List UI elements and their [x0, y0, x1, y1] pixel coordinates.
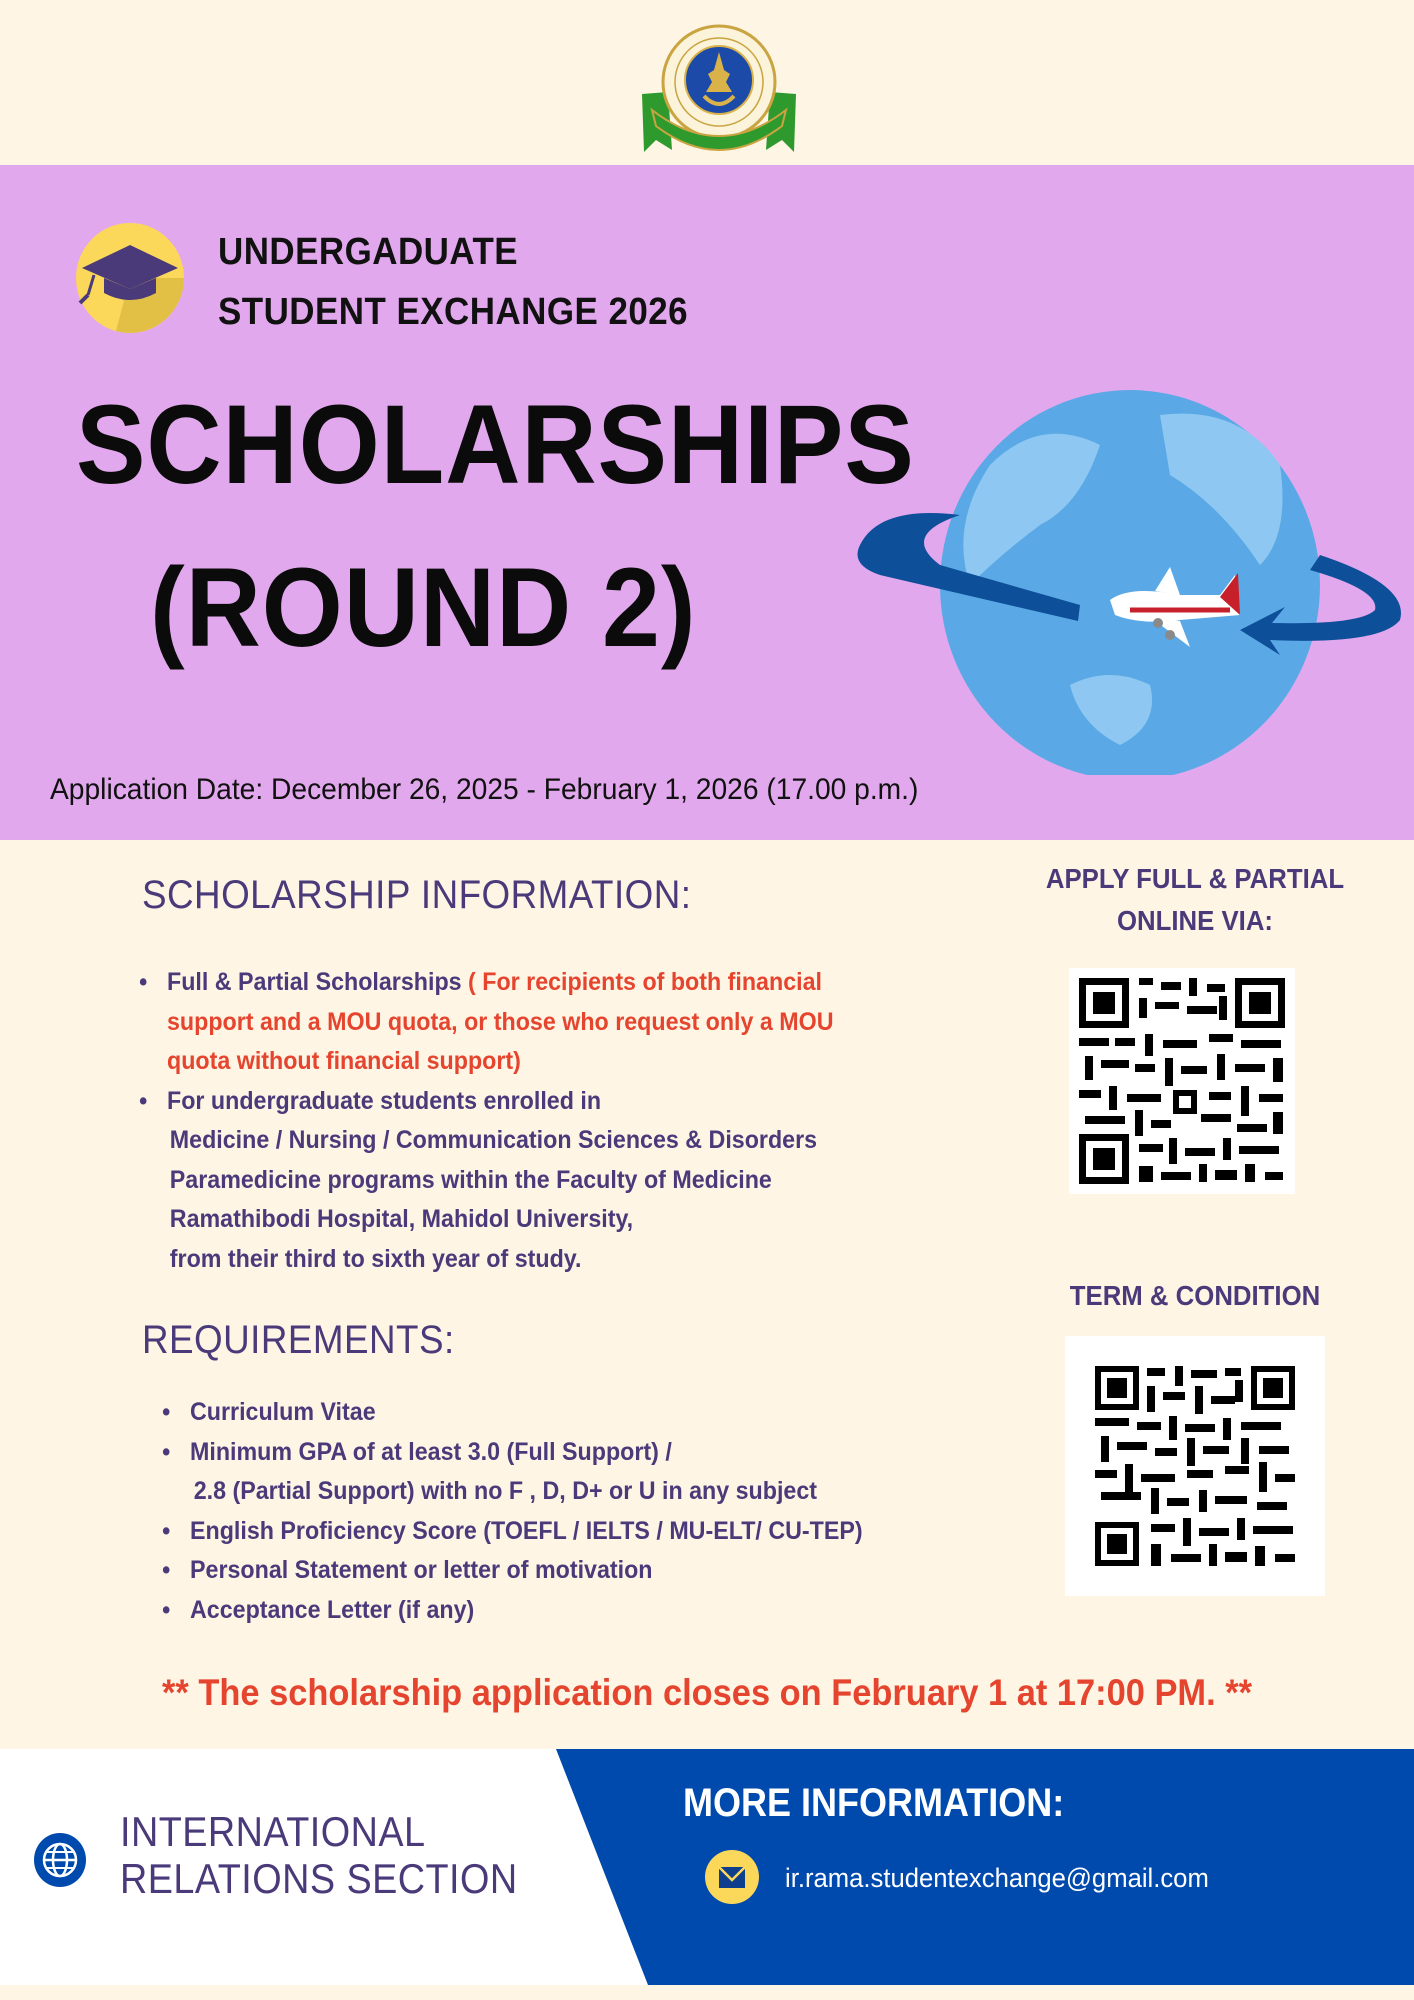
- apply-heading-line-2: ONLINE VIA:: [1117, 905, 1273, 936]
- bullet-icon: •: [162, 1556, 171, 1584]
- contact-email-link[interactable]: ir.rama.studentexchange@gmail.com: [785, 1863, 1209, 1893]
- organization-name: [120, 1808, 518, 1902]
- bullet-icon: •: [162, 1516, 171, 1545]
- bullet-icon: •: [162, 1398, 171, 1426]
- eligibility-line-1: For undergraduate students enrolled in: [167, 1086, 602, 1115]
- requirements-list: [162, 1393, 953, 1630]
- list-item: [162, 1393, 953, 1433]
- page-title: SCHOLARSHIPS: [76, 382, 915, 507]
- list-item: [139, 1082, 911, 1280]
- apply-heading-line-1: APPLY FULL & PARTIAL: [1045, 863, 1345, 894]
- scholarship-info-list: [139, 963, 911, 1279]
- organization-line-2: RELATIONS SECTION: [120, 1855, 518, 1902]
- application-date: Application Date: December 26, 2025 - February 1, 2026 (17.00 p.m.): [50, 773, 919, 806]
- requirement-text: Acceptance Letter (if any): [190, 1595, 475, 1624]
- round-label: (ROUND 2): [150, 545, 697, 670]
- requirements-heading: REQUIREMENTS:: [142, 1318, 455, 1362]
- qr-code-icon[interactable]: [1069, 968, 1295, 1194]
- list-item: [162, 1591, 953, 1631]
- scholarship-note: ( For recipients of both financial: [461, 968, 822, 996]
- requirement-text: English Proficiency Score (TOEFL / IELTS / MU-ELT/ CU-TEP): [190, 1516, 863, 1545]
- bullet-icon: •: [139, 968, 148, 996]
- eligibility-line-2: Medicine / Nursing / Communication Sciences & Disorders: [169, 1126, 818, 1154]
- program-subtitle: [218, 222, 688, 342]
- closing-notice: ** The scholarship application closes on February 1 at 17:00 PM. **: [161, 1672, 1252, 1713]
- list-item: [162, 1512, 953, 1552]
- list-item: [139, 963, 911, 1082]
- organization-line-1: INTERNATIONAL: [120, 1808, 426, 1855]
- requirement-text: Curriculum Vitae: [190, 1398, 376, 1426]
- requirement-text: Personal Statement or letter of motivation: [190, 1556, 653, 1584]
- subtitle-line-1: UNDERGADUATE: [218, 231, 519, 273]
- list-item: [162, 1433, 953, 1512]
- subtitle-line-2: STUDENT EXCHANGE 2026: [218, 291, 689, 333]
- scholarship-note-line-2: support and a MOU quota, or those who request only a MOU: [167, 1007, 834, 1036]
- globe-airplane-icon: [840, 385, 1414, 775]
- graduation-cap-icon: [76, 223, 184, 333]
- apply-online-heading: [1016, 858, 1375, 942]
- bullet-icon: •: [139, 1086, 148, 1115]
- eligibility-line-5: from their third to sixth year of study.: [169, 1244, 582, 1273]
- envelope-icon: [705, 1850, 759, 1904]
- qr-code-icon[interactable]: [1065, 1336, 1325, 1596]
- bullet-icon: •: [162, 1595, 171, 1624]
- bullet-icon: •: [162, 1437, 171, 1466]
- globe-icon: [33, 1833, 87, 1887]
- list-item: [162, 1551, 953, 1591]
- requirement-text: Minimum GPA of at least 3.0 (Full Support) /: [190, 1437, 672, 1466]
- university-emblem-icon: [638, 22, 800, 160]
- terms-heading: TERM & CONDITION: [1069, 1280, 1321, 1311]
- scholarship-info-heading: SCHOLARSHIP INFORMATION:: [142, 873, 692, 917]
- eligibility-line-3: Paramedicine programs within the Faculty of Medicine: [169, 1165, 772, 1194]
- scholarship-note-line-3: quota without financial support): [167, 1047, 521, 1075]
- scholarship-type: Full & Partial Scholarships: [167, 968, 462, 996]
- more-info-heading: MORE INFORMATION:: [683, 1781, 1065, 1825]
- requirement-text-line-2: 2.8 (Partial Support) with no F , D, D+ or U in any subject: [193, 1477, 818, 1505]
- eligibility-line-4: Ramathibodi Hospital, Mahidol University,: [169, 1205, 634, 1233]
